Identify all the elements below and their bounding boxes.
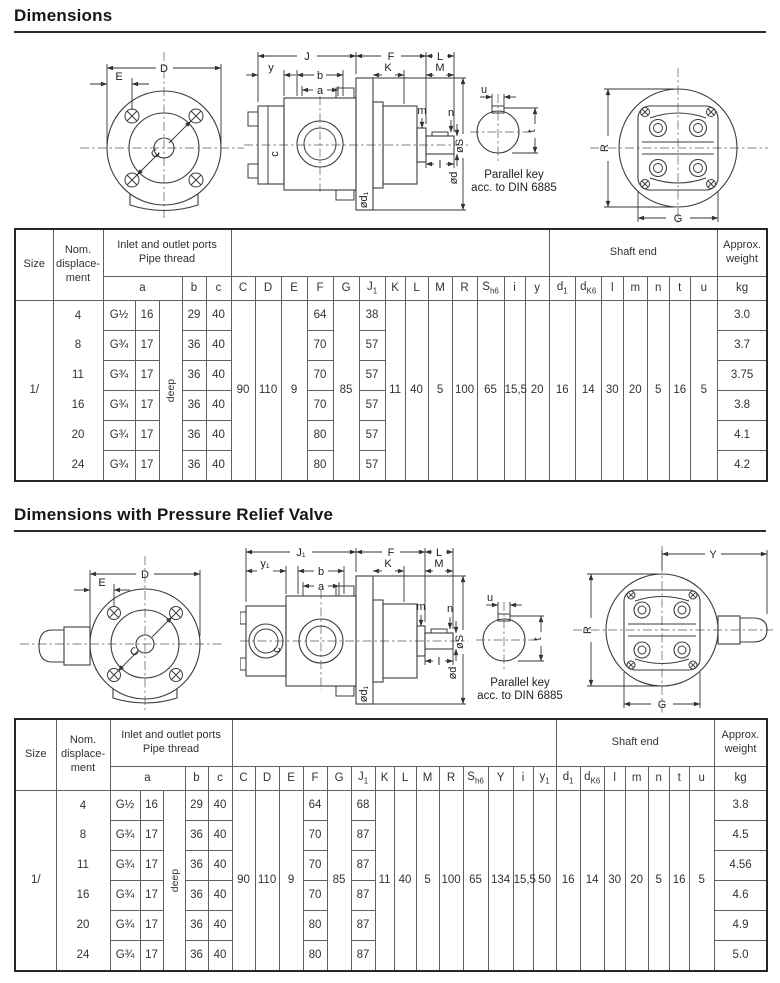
cell-aN: 17 [140, 821, 163, 851]
cell-b: 29 [182, 301, 206, 331]
parallel-key-drawing [452, 82, 582, 196]
cell-aG: G¾ [103, 361, 135, 391]
col-header-D: D [255, 767, 279, 791]
rear-view-valve-drawing [565, 538, 777, 718]
dim-label-c: c [269, 151, 281, 157]
cell-aN: 17 [140, 881, 163, 911]
cell-disp: 4 [53, 301, 103, 331]
col-header-y1: $y_1$ [533, 767, 556, 791]
cell-aN: 16 [140, 791, 163, 821]
dim-label-t: t [532, 637, 544, 641]
cell-K: 11 [385, 301, 405, 482]
col-header-M: M [428, 277, 452, 301]
dim-label-n: n [447, 107, 455, 119]
col-header-F: F [303, 767, 327, 791]
side-view-valve-drawing [240, 538, 470, 714]
cell-aN: 17 [135, 331, 159, 361]
cell-aG: G¾ [103, 331, 135, 361]
dim-label-u: u [480, 84, 488, 96]
cell-J1: 87 [351, 881, 375, 911]
cell-aN: 17 [135, 361, 159, 391]
col-header-C: C [232, 767, 255, 791]
dim-label-E: E [98, 577, 106, 589]
col-header-d1: $d_1$ [556, 767, 580, 791]
cell-J1: 57 [359, 421, 385, 451]
cell-aN: 17 [135, 451, 159, 482]
cell-c: 40 [208, 821, 232, 851]
cell-t: 16 [669, 791, 689, 972]
cell-b: 29 [185, 791, 208, 821]
cell-i: 15,5 [504, 301, 525, 482]
cell-n: 5 [647, 301, 669, 482]
col-header-G: G [333, 277, 359, 301]
dim-label-a: a [316, 85, 324, 97]
dim-label-y: y [268, 62, 274, 74]
dim-label-c: c [271, 647, 283, 653]
dimensions-valve-table-wrap [14, 718, 766, 972]
cell-R: 100 [452, 301, 477, 482]
cell-J1: 87 [351, 941, 375, 972]
col-header-K: K [375, 767, 394, 791]
dim-label-a: a [317, 581, 325, 593]
cell-m: 20 [623, 301, 647, 482]
cell-c: 40 [206, 331, 231, 361]
col-header-D: D [255, 277, 281, 301]
cell-u: 5 [689, 791, 714, 972]
cell-kg: 5.0 [714, 941, 767, 972]
cell-E: 9 [281, 301, 307, 482]
col-header-d1: $d_1$ [549, 277, 575, 301]
cell-K: 11 [375, 791, 394, 972]
cell-F: 70 [307, 331, 333, 361]
col-header-K: K [385, 277, 405, 301]
cell-disp: 8 [53, 331, 103, 361]
dim-label-l: l [438, 159, 442, 171]
table-row [15, 301, 767, 331]
dim-label-R: R [599, 144, 611, 152]
cell-disp: 24 [56, 941, 110, 972]
cell-kg: 4.9 [714, 911, 767, 941]
cell-c: 40 [206, 391, 231, 421]
cell-D: 110 [255, 791, 279, 972]
col-header-l: l [604, 767, 625, 791]
dim-label-L: L [435, 547, 443, 559]
cell-b: 36 [182, 421, 206, 451]
col-header-approx-weight: Approx. weight [714, 719, 767, 767]
cell-c: 40 [206, 361, 231, 391]
col-header-t: t [669, 277, 690, 301]
col-header-M: M [416, 767, 439, 791]
dim-label-t: t [526, 129, 538, 133]
cell-C: 90 [232, 791, 255, 972]
col-header-size: Size [15, 229, 53, 301]
col-header-L: L [405, 277, 428, 301]
col-header-R: R [439, 767, 463, 791]
col-header-c: c [208, 767, 232, 791]
col-header-displacement: Nom. displace- ment [56, 719, 110, 791]
cell-disp: 24 [53, 451, 103, 482]
dim-label-L: L [436, 51, 444, 63]
section1-title: Dimensions [14, 6, 113, 25]
cell-J1: 68 [351, 791, 375, 821]
table-row [15, 791, 767, 821]
dim-label-G: G [673, 213, 683, 225]
cell-kg: 3.0 [717, 301, 767, 331]
dim-label-J: J [304, 51, 310, 63]
cell-F: 80 [303, 911, 327, 941]
dim-label-E: E [115, 71, 123, 83]
cell-b: 36 [185, 821, 208, 851]
cell-kg: 3.7 [717, 331, 767, 361]
dim-label-J1: J₁ [296, 547, 306, 559]
cell-L: 40 [394, 791, 416, 972]
cell-disp: 8 [56, 821, 110, 851]
cell-c: 40 [208, 851, 232, 881]
cell-deep [159, 301, 182, 482]
col-header-empty [232, 719, 556, 767]
cell-kg: 3.75 [717, 361, 767, 391]
cell-F: 70 [303, 881, 327, 911]
cell-aG: G½ [103, 301, 135, 331]
cell-disp: 16 [53, 391, 103, 421]
cell-aG: G¾ [110, 911, 140, 941]
dim-label-K: K [384, 62, 392, 74]
cell-deep [163, 791, 185, 972]
col-header-c: c [206, 277, 231, 301]
col-header-l: l [601, 277, 623, 301]
cell-kg: 4.56 [714, 851, 767, 881]
col-header-empty [231, 229, 549, 277]
col-header-displacement: Nom. displace- ment [53, 229, 103, 301]
dim-label-n: n [446, 603, 454, 615]
cell-kg: 4.2 [717, 451, 767, 482]
cell-c: 40 [208, 791, 232, 821]
cell-J1: 87 [351, 821, 375, 851]
cell-F: 80 [307, 421, 333, 451]
cell-aN: 17 [135, 421, 159, 451]
cell-G: 85 [333, 301, 359, 482]
dim-label-phid1: ød₁ [358, 191, 370, 209]
col-header-Y: Y [488, 767, 513, 791]
cell-c: 40 [206, 451, 231, 482]
section1-rule [14, 31, 766, 33]
cell-i: 15,5 [513, 791, 533, 972]
cell-D: 110 [255, 301, 281, 482]
col-header-b: b [185, 767, 208, 791]
dim-label-phiS: øS [454, 138, 466, 154]
dim-label-M: M [434, 558, 444, 570]
col-header-F: F [307, 277, 333, 301]
dim-label-phid: ød [447, 666, 459, 680]
dim-label-phid: ød [448, 171, 460, 185]
dim-label-m: m [416, 601, 426, 613]
dim-label-Y: Y [709, 549, 717, 561]
col-header-shaft-end: Shaft end [549, 229, 717, 277]
cell-F: 64 [307, 301, 333, 331]
dim-label-u: u [486, 592, 494, 604]
dim-label-D: D [141, 569, 149, 581]
cell-c: 40 [206, 301, 231, 331]
col-header-shaft-end: Shaft end [556, 719, 714, 767]
cell-F: 70 [307, 361, 333, 391]
cell-C: 90 [231, 301, 255, 482]
cell-d1: 16 [549, 301, 575, 482]
cell-R: 100 [439, 791, 463, 972]
cell-kg: 3.8 [717, 391, 767, 421]
dimensions-table [14, 228, 768, 482]
cell-l: 30 [604, 791, 625, 972]
cell-c: 40 [208, 881, 232, 911]
cell-J1: 87 [351, 911, 375, 941]
cell-aG: G¾ [110, 851, 140, 881]
col-header-kg: kg [717, 277, 767, 301]
cell-J1: 57 [359, 331, 385, 361]
cell-Y: 134 [488, 791, 513, 972]
col-header-Sh6: $S_{h6}$ [463, 767, 488, 791]
cell-disp: 16 [56, 881, 110, 911]
col-header-approx-weight: Approx. weight [717, 229, 767, 277]
cell-J1: 57 [359, 451, 385, 482]
cell-kg: 4.5 [714, 821, 767, 851]
col-header-G: G [327, 767, 351, 791]
dim-label-b: b [316, 70, 324, 82]
cell-F: 70 [307, 391, 333, 421]
dimensions-table-wrap [14, 228, 766, 482]
col-header-Sh6: $S_{h6}$ [477, 277, 504, 301]
col-header-t: t [669, 767, 689, 791]
key-caption-line2: acc. to DIN 6885 [477, 690, 563, 702]
cell-aG: G¾ [103, 391, 135, 421]
cell-b: 36 [185, 941, 208, 972]
cell-J1: 57 [359, 361, 385, 391]
col-header-J1: $J_1$ [359, 277, 385, 301]
col-header-m: m [625, 767, 648, 791]
col-header-b: b [182, 277, 206, 301]
cell-aN: 17 [140, 851, 163, 881]
cell-F: 80 [303, 941, 327, 972]
cell-F: 70 [303, 851, 327, 881]
cell-b: 36 [185, 911, 208, 941]
size-cell: 1/ [15, 301, 53, 482]
cell-dK6: 14 [580, 791, 604, 972]
cell-dK6: 14 [575, 301, 601, 482]
cell-S: 65 [463, 791, 488, 972]
dim-label-F: F [387, 547, 395, 559]
cell-c: 40 [206, 421, 231, 451]
cell-disp: 11 [56, 851, 110, 881]
cell-J1: 38 [359, 301, 385, 331]
col-header-m: m [623, 277, 647, 301]
cell-M: 5 [416, 791, 439, 972]
cell-F: 80 [307, 451, 333, 482]
col-header-R: R [452, 277, 477, 301]
cell-b: 36 [185, 881, 208, 911]
col-header-u: u [690, 277, 717, 301]
key-caption-line1: Parallel key [484, 169, 544, 181]
cell-b: 36 [182, 451, 206, 482]
cell-kg: 3.8 [714, 791, 767, 821]
cell-aN: 17 [140, 911, 163, 941]
cell-J1: 57 [359, 391, 385, 421]
dim-label-m: m [417, 105, 427, 117]
cell-L: 40 [405, 301, 428, 482]
cell-aN: 17 [140, 941, 163, 972]
key-caption-line1: Parallel key [490, 677, 550, 689]
col-header-n: n [647, 277, 669, 301]
cell-kg: 4.6 [714, 881, 767, 911]
cell-E: 9 [279, 791, 303, 972]
col-header-J1: $J_1$ [351, 767, 375, 791]
col-header-u: u [689, 767, 714, 791]
cell-u: 5 [690, 301, 717, 482]
cell-b: 36 [182, 361, 206, 391]
cell-F: 70 [303, 821, 327, 851]
cell-y1: 50 [533, 791, 556, 972]
dim-label-phiS: øS [454, 634, 466, 650]
col-header-ports: Inlet and outlet ports Pipe thread [103, 229, 231, 277]
cell-aG: G¾ [110, 881, 140, 911]
dimensions-valve-table [14, 718, 768, 972]
cell-b: 36 [182, 331, 206, 361]
cell-y: 20 [525, 301, 549, 482]
col-header-L: L [394, 767, 416, 791]
cell-aG: G½ [110, 791, 140, 821]
col-header-i: i [513, 767, 533, 791]
col-header-C: C [231, 277, 255, 301]
section2-title: Dimensions with Pressure Relief Valve [14, 505, 334, 524]
cell-d1: 16 [556, 791, 580, 972]
valve-cap [39, 630, 64, 662]
cell-aG: G¾ [110, 941, 140, 972]
col-header-E: E [279, 767, 303, 791]
cell-b: 36 [185, 851, 208, 881]
dim-label-l: l [437, 656, 441, 668]
cell-disp: 20 [56, 911, 110, 941]
cell-n: 5 [648, 791, 669, 972]
col-header-dK6: $d_{K6}$ [580, 767, 604, 791]
section2-rule [14, 530, 766, 532]
front-view-drawing [76, 44, 248, 222]
dim-label-D: D [160, 63, 168, 75]
key-caption-line2: acc. to DIN 6885 [471, 182, 557, 194]
rear-view-drawing [578, 62, 770, 232]
cell-aG: G¾ [103, 451, 135, 482]
dim-label-M: M [435, 62, 445, 74]
col-header-a: a [103, 277, 182, 301]
col-header-kg: kg [714, 767, 767, 791]
dim-label-C: C [127, 644, 142, 659]
col-header-dK6: $d_{K6}$ [575, 277, 601, 301]
cell-c: 40 [208, 941, 232, 972]
col-header-n: n [648, 767, 669, 791]
cell-b: 36 [182, 391, 206, 421]
deep-label: deep [168, 869, 181, 893]
col-header-E: E [281, 277, 307, 301]
dim-label-G: G [657, 699, 667, 711]
cell-F: 64 [303, 791, 327, 821]
col-header-ports: Inlet and outlet ports Pipe thread [110, 719, 232, 767]
cell-S: 65 [477, 301, 504, 482]
cell-disp: 20 [53, 421, 103, 451]
dim-label-C: C [148, 146, 163, 161]
cell-disp: 4 [56, 791, 110, 821]
col-header-y: y [525, 277, 549, 301]
front-view-valve-drawing [16, 546, 226, 714]
cell-aN: 16 [135, 301, 159, 331]
size-cell: 1/ [15, 791, 56, 972]
cell-aG: G¾ [110, 821, 140, 851]
cell-aG: G¾ [103, 421, 135, 451]
col-header-a: a [110, 767, 185, 791]
cell-t: 16 [669, 301, 690, 482]
col-header-i: i [504, 277, 525, 301]
dim-label-R: R [582, 626, 594, 634]
cell-l: 30 [601, 301, 623, 482]
dim-label-b: b [317, 566, 325, 578]
dim-label-phid1: ød₁ [358, 685, 370, 703]
col-header-size: Size [15, 719, 56, 791]
dim-label-K: K [384, 558, 392, 570]
cell-m: 20 [625, 791, 648, 972]
cell-disp: 11 [53, 361, 103, 391]
cell-aN: 17 [135, 391, 159, 421]
cell-J1: 87 [351, 851, 375, 881]
dim-label-F: F [387, 51, 395, 63]
dim-label-y1: y₁ [260, 558, 270, 570]
deep-label: deep [164, 379, 177, 403]
cell-M: 5 [428, 301, 452, 482]
cell-G: 85 [327, 791, 351, 972]
cell-kg: 4.1 [717, 421, 767, 451]
valve-neck [64, 627, 90, 665]
cell-c: 40 [208, 911, 232, 941]
side-view-drawing [242, 42, 470, 224]
